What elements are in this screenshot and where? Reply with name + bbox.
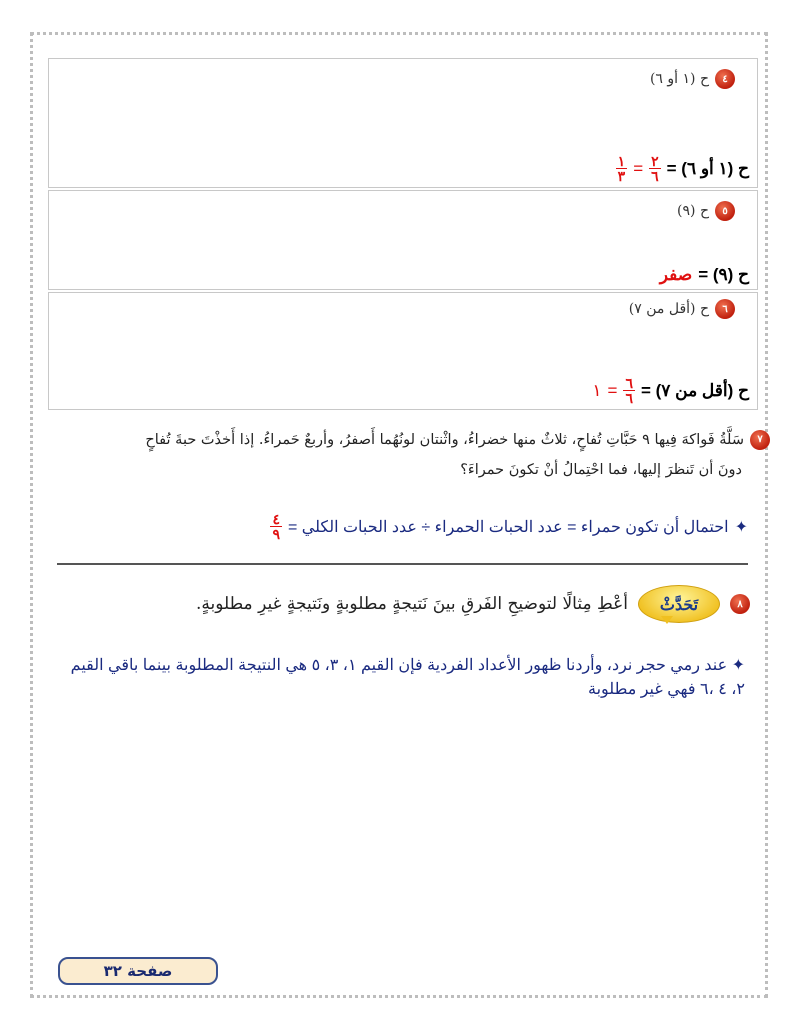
number-badge: ٦ xyxy=(715,299,735,319)
question-line-1: سَلَّةُ فَواكهَ فِيها ٩ حَبَّاتِ تُفاحٍ، ثلاثٌ منها خضراءُ، واثْنتان لونُهُما أَصفرُ، وأربعٌ حَمراءُ. إذا أَخذْتَ حبةَ تُفاحٍ xyxy=(145,432,744,448)
speech-bubble-badge: تَحَدَّثْ xyxy=(638,585,720,623)
numerator: ٦ xyxy=(625,375,633,391)
answer: ح (أقل من ٧) = $\frac{٦}{٦}$ = ١ xyxy=(592,375,749,406)
problem-box-6 xyxy=(48,292,758,410)
problem-box-4 xyxy=(48,58,758,188)
denominator: ٩ xyxy=(272,526,280,542)
denominator: ٦ xyxy=(625,390,633,406)
problem-box-5 xyxy=(48,190,758,290)
number-badge: ٥ xyxy=(715,201,735,221)
problem-7-answer xyxy=(270,512,748,541)
denominator: ٦ xyxy=(651,168,659,184)
problem-8-answer xyxy=(55,654,745,702)
question-line-2: دونَ أن تَنظرَ إليها، فما احْتِمالُ أنْ تكونَ حمراءَ؟ xyxy=(460,462,742,478)
question: أعْطِ مِثالًا لتوضيحِ الفَرقِ بينَ نَتيجةٍ مطلوبةٍ ونَتيجةٍ غيرِ مطلوبةٍ. xyxy=(195,594,628,614)
divider xyxy=(57,563,748,565)
answer: ح (١ أو ٦) = $\frac{٢}{٦}$ = $\frac{١}{٣}$ xyxy=(617,153,749,184)
question: ح (١ أو ٦) xyxy=(649,71,709,87)
fraction xyxy=(623,376,635,405)
fraction xyxy=(270,512,282,541)
answer-result: ١ xyxy=(592,380,602,400)
answer xyxy=(660,265,749,285)
denominator: ٣ xyxy=(617,168,626,184)
numerator: ١ xyxy=(617,153,626,169)
answer-text: احتمال أن تكون حمراء = عدد الحبات الحمراء ÷ عدد الحبات الكلي = xyxy=(287,518,729,536)
diamond-bullet-icon: ✦ xyxy=(734,518,748,536)
question: ح (٩) xyxy=(677,203,709,219)
answer-label: ح (٩) = xyxy=(698,265,749,284)
number-badge: ٨ xyxy=(730,594,750,614)
page-number-label: صفحة ٣٢ xyxy=(58,957,218,985)
number-badge: ٧ xyxy=(750,430,770,450)
fraction xyxy=(649,154,661,183)
question: ح (أقل من ٧) xyxy=(628,301,709,317)
diamond-bullet-icon: ✦ xyxy=(731,657,745,674)
problem-8 xyxy=(196,585,750,623)
answer-label: ح (١ أو ٦) = xyxy=(666,158,749,178)
numerator: ٤ xyxy=(272,511,280,527)
fraction xyxy=(616,154,628,183)
answer-label: ح (أقل من ٧) = xyxy=(640,380,749,400)
answer-value: صفر xyxy=(659,265,693,284)
number-badge: ٤ xyxy=(715,69,735,89)
problem-7 xyxy=(70,425,770,485)
answer-text: عند رمي حجر نرد، وأردنا ظهور الأعداد الفردية فإن القيم ١، ٣، ٥ هي النتيجة المطلوبة بينما باقي القيم ٢، ٤ ،٦ فهي غير مطلوبة xyxy=(70,657,745,698)
numerator: ٢ xyxy=(651,153,659,169)
